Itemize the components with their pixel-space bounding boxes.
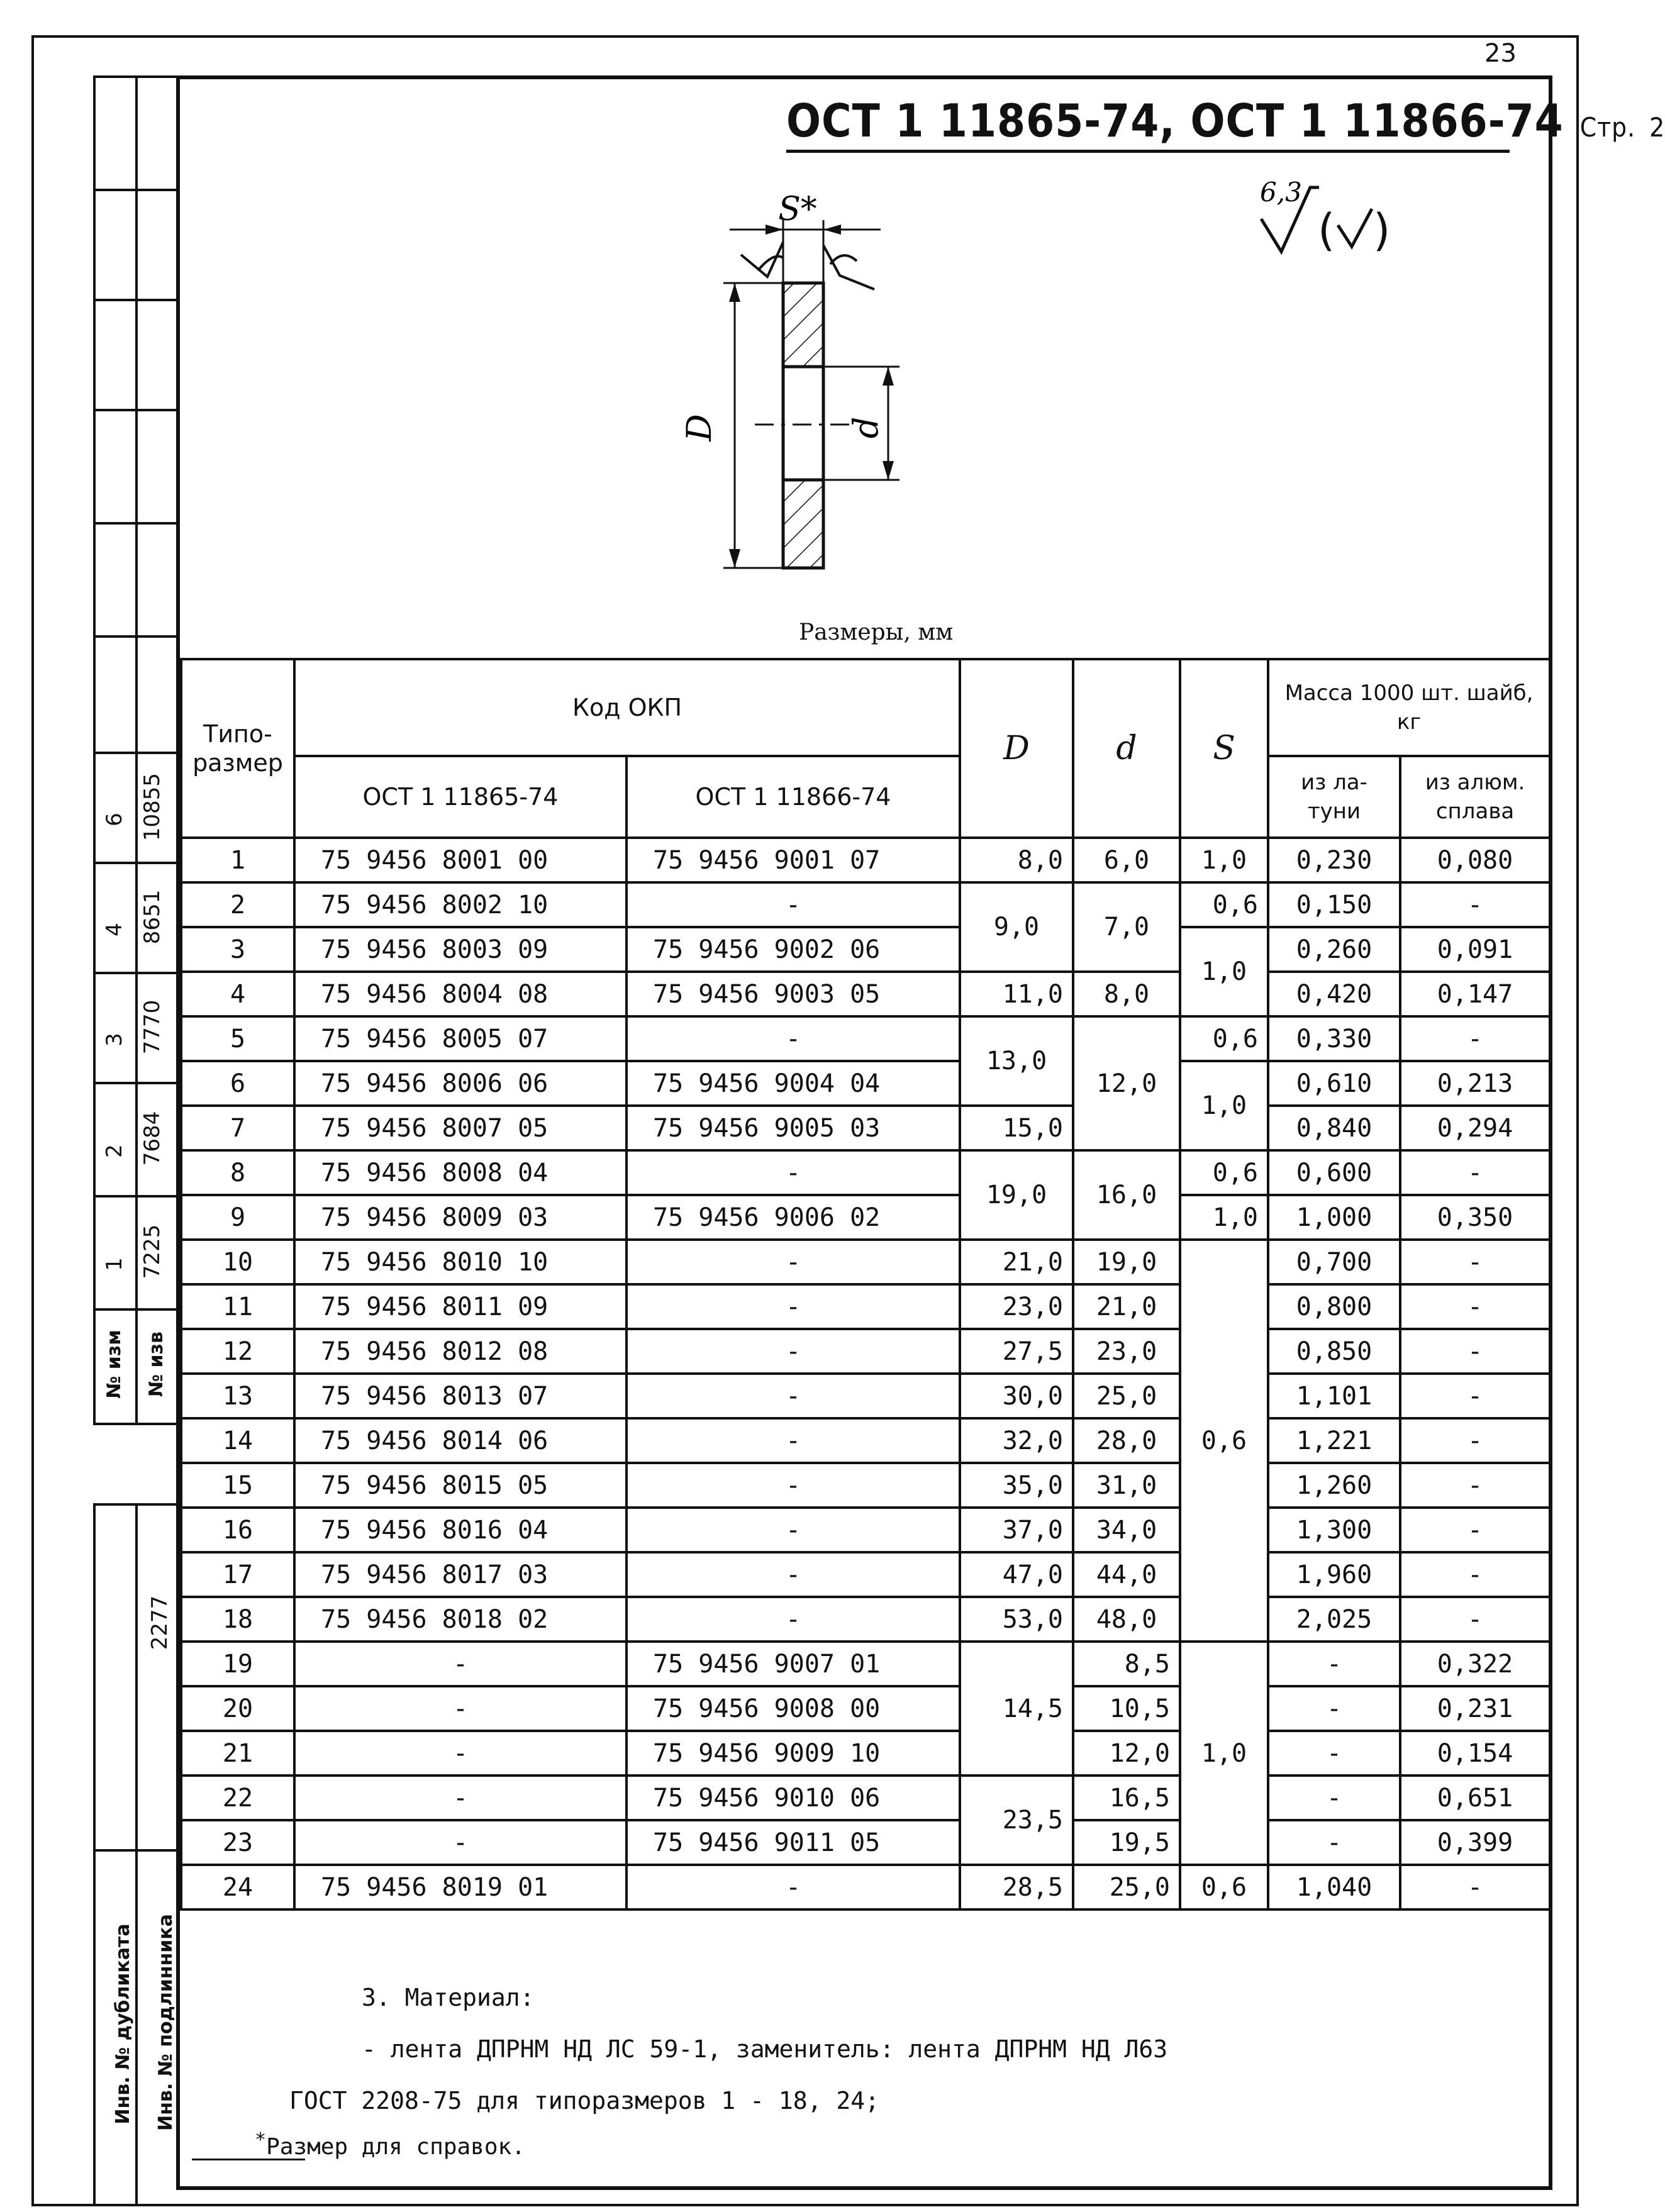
table-cell: - [1268,1820,1400,1865]
label-d: d [846,416,886,439]
note-gost: ГОСТ 2208-75 для типоразмеров 1 - 18, 24; [289,2087,879,2115]
table-cell: - [294,1820,626,1865]
table-cell: - [626,1552,960,1597]
change-doc-4: 7684 [140,1111,165,1166]
svg-text:): ) [1373,204,1391,256]
table-cell: 12,0 [1073,1016,1180,1150]
table-cell: 0,6 [1180,1150,1268,1195]
table-row [181,1597,1550,1642]
table-cell: 0,6 [1180,1865,1268,1909]
table-cell: 75 9456 9006 02 [626,1195,960,1240]
footnote-mark: * [255,2129,267,2151]
table-cell: 12 [181,1329,294,1374]
table-cell: 44,0 [1073,1552,1180,1597]
roughness-value: 6,3 [1260,177,1302,208]
table-cell: 75 9456 8018 02 [294,1597,626,1642]
table-cell: - [1400,1374,1550,1418]
table-cell: - [626,1374,960,1418]
table-cell: 75 9456 8013 07 [294,1374,626,1418]
table-cell: 75 9456 9007 01 [626,1642,960,1686]
table-cell: 8,5 [1073,1642,1180,1686]
table-cell: - [294,1686,626,1731]
table-cell: - [1400,1240,1550,1284]
document-header [786,94,1665,147]
table-cell: 1,221 [1268,1418,1400,1463]
notes [220,1972,1167,2126]
table-cell: 2,025 [1268,1597,1400,1642]
table-cell: 9 [181,1195,294,1240]
table-cell: 5 [181,1016,294,1061]
table-cell: 1,960 [1268,1552,1400,1597]
table-cell: 12,0 [1073,1731,1180,1776]
table-cell: 1,040 [1268,1865,1400,1909]
table-cell: 75 9456 8010 10 [294,1240,626,1284]
table-cell: 8,0 [960,838,1073,882]
header-S: S [1180,659,1268,838]
stamp-label-original: Инв. № подлинника [155,1914,177,2131]
table-cell: 75 9456 8017 03 [294,1552,626,1597]
footnote-text: Размер для справок. [266,2134,525,2160]
table-cell: 75 9456 8003 09 [294,927,626,972]
header-alloy: из алюм. сплава [1400,756,1550,838]
page-value: 2 [1649,112,1665,143]
table-cell: - [626,1597,960,1642]
table-cell: 16 [181,1508,294,1552]
table-cell: 0,399 [1400,1820,1550,1865]
header-underline [786,150,1510,153]
table-cell: 34,0 [1073,1508,1180,1552]
table-row [181,1820,1550,1865]
table-cell: 75 9456 9002 06 [626,927,960,972]
table-cell: - [626,1865,960,1909]
table-cell: 0,154 [1400,1731,1550,1776]
table-cell: 75 9456 9011 05 [626,1820,960,1865]
table-cell: - [626,1463,960,1508]
table-cell: 18 [181,1597,294,1642]
roughness-symbol [1249,170,1418,270]
table-cell: 75 9456 8009 03 [294,1195,626,1240]
note-heading: 3. Материал: [362,1984,535,2011]
table-row [181,972,1550,1016]
table-cell: 21,0 [1073,1284,1180,1329]
table-cell: 0,080 [1400,838,1550,882]
table-cell: 75 9456 9001 07 [626,838,960,882]
table-cell: 6 [181,1061,294,1106]
table-cell: 3 [181,927,294,972]
table-row [181,1240,1550,1284]
table-cell: 0,420 [1268,972,1400,1016]
table-cell: - [1400,882,1550,927]
table-row [181,1418,1550,1463]
table-cell: 23,5 [960,1776,1073,1865]
table-cell: 0,231 [1400,1686,1550,1731]
table-cell: - [1400,1284,1550,1329]
label-s: S* [778,191,817,228]
table-cell: 14,5 [960,1642,1073,1776]
table-cell: 28,5 [960,1865,1073,1909]
table-cell: - [626,1329,960,1374]
page-label: Стр. [1579,112,1636,143]
header-ost2: ОСТ 1 11866-74 [626,756,960,838]
table-cell: 9,0 [960,882,1073,972]
table-cell: 23,0 [1073,1329,1180,1374]
table-cell: 0,322 [1400,1642,1550,1686]
table-row [181,1865,1550,1909]
change-doc-1: 10855 [140,772,165,842]
table-row [181,1686,1550,1731]
table-cell: 30,0 [960,1374,1073,1418]
table-cell: - [626,1418,960,1463]
header-D: D [960,659,1073,838]
table-cell: 0,840 [1268,1106,1400,1150]
table-cell: 75 9456 9005 03 [626,1106,960,1150]
standard-title: ОСТ 1 11865-74, ОСТ 1 11866-74 [786,94,1564,147]
header-brass: из ла-туни [1268,756,1400,838]
table-cell: - [1400,1463,1550,1508]
note-material: - лента ДПРНМ НД ЛС 59-1, заменитель: лента ДПРНМ НД Л63 [362,2035,1168,2063]
table-cell: 75 9456 9003 05 [626,972,960,1016]
table-cell: - [294,1642,626,1686]
table-cell: 2 [181,882,294,927]
header-mass: Масса 1000 шт. шайб, кг [1268,659,1550,756]
table-cell: 0,6 [1180,882,1268,927]
table-cell: 19,0 [1073,1240,1180,1284]
table-cell: 32,0 [960,1418,1073,1463]
header-typesize: Типо-размер [181,659,294,838]
table-cell: 1,0 [1180,927,1268,1016]
label-D: D [679,414,719,442]
table-cell: - [1268,1686,1400,1731]
washer-drawing [629,170,956,597]
table-cell: 75 9456 9010 06 [626,1776,960,1820]
change-izm-5: 1 [102,1257,127,1271]
table-cell: - [1268,1642,1400,1686]
table-cell: 20 [181,1686,294,1731]
table-cell: 15 [181,1463,294,1508]
table-cell: 23 [181,1820,294,1865]
table-cell: 0,213 [1400,1061,1550,1106]
table-cell: - [626,1284,960,1329]
table-cell: 0,600 [1268,1150,1400,1195]
table-cell: 24 [181,1865,294,1909]
table-cell: 21 [181,1731,294,1776]
table-row [181,882,1550,927]
table-cell: - [626,1508,960,1552]
stamp-label-doc: № изв [145,1331,167,1397]
svg-text:(: ( [1318,204,1335,256]
table-cell: - [1268,1731,1400,1776]
table-cell: 11 [181,1284,294,1329]
table-cell: 25,0 [1073,1865,1180,1909]
stamp-label-izm: № изм [103,1330,125,1399]
stamp-label-duplicate: Инв. № дубликата [112,1923,134,2125]
table-cell: 17 [181,1552,294,1597]
table-row [181,927,1550,972]
table-cell: 19 [181,1642,294,1686]
table-cell: 75 9456 8001 00 [294,838,626,882]
table-cell: 1,101 [1268,1374,1400,1418]
table-cell: 0,800 [1268,1284,1400,1329]
table-cell: 75 9456 8011 09 [294,1284,626,1329]
washer-table [180,658,1551,1911]
table-cell: 75 9456 8014 06 [294,1418,626,1463]
table-cell: - [626,1016,960,1061]
table-cell: 1,0 [1180,1642,1268,1865]
table-cell: 75 9456 8007 05 [294,1106,626,1150]
table-cell: 0,294 [1400,1106,1550,1150]
table-row [181,1106,1550,1150]
table-cell: 75 9456 9004 04 [626,1061,960,1106]
table-cell: 0,330 [1268,1016,1400,1061]
table-cell: 25,0 [1073,1374,1180,1418]
table-cell: 1,0 [1180,838,1268,882]
table-cell: 13 [181,1374,294,1418]
table-cell: 1 [181,838,294,882]
table-cell: 0,230 [1268,838,1400,882]
sizes-caption: Размеры, мм [799,620,954,645]
table-cell: 1,000 [1268,1195,1400,1240]
table-cell: 35,0 [960,1463,1073,1508]
change-doc-3: 7770 [140,999,165,1055]
table-cell: - [1268,1776,1400,1820]
table-row [181,1731,1550,1776]
change-izm-1: 6 [102,813,127,826]
table-cell: - [294,1776,626,1820]
table-cell: 8 [181,1150,294,1195]
table-cell: - [1400,1597,1550,1642]
table-cell: 15,0 [960,1106,1073,1150]
table-row [181,1150,1550,1195]
table-cell: - [626,882,960,927]
header-ost1: ОСТ 1 11865-74 [294,756,626,838]
footnote [255,2129,525,2160]
table-cell: 47,0 [960,1552,1073,1597]
table-cell: 75 9456 8004 08 [294,972,626,1016]
table-row [181,1463,1550,1508]
table-cell: 0,700 [1268,1240,1400,1284]
table-cell: 21,0 [960,1240,1073,1284]
table-cell: - [1400,1418,1550,1463]
table-cell: 0,260 [1268,927,1400,972]
table-cell: 10 [181,1240,294,1284]
table-cell: 4 [181,972,294,1016]
table-cell: 13,0 [960,1016,1073,1106]
table-cell: 48,0 [1073,1597,1180,1642]
table-cell: 75 9456 8002 10 [294,882,626,927]
table-cell: 75 9456 9008 00 [626,1686,960,1731]
page-number: 23 [1484,39,1517,68]
table-cell: 1,260 [1268,1463,1400,1508]
table-cell: 0,6 [1180,1240,1268,1642]
table-cell: 53,0 [960,1597,1073,1642]
table-cell: 10,5 [1073,1686,1180,1731]
table-cell: 75 9456 9009 10 [626,1731,960,1776]
table-cell: - [1400,1329,1550,1374]
table-cell: 27,5 [960,1329,1073,1374]
table-cell: 75 9456 8019 01 [294,1865,626,1909]
table-cell: 1,300 [1268,1508,1400,1552]
inv-original-value: 2277 [147,1595,172,1650]
table-cell: 7 [181,1106,294,1150]
table-cell: - [1400,1508,1550,1552]
table-cell: - [1400,1150,1550,1195]
table-row [181,1642,1550,1686]
table-cell: 19,5 [1073,1820,1180,1865]
table-cell: 16,0 [1073,1150,1180,1240]
table-cell: - [1400,1552,1550,1597]
table-cell: 16,5 [1073,1776,1180,1820]
table-cell: - [1400,1016,1550,1061]
table-row [181,1374,1550,1418]
table-cell: 0,350 [1400,1195,1550,1240]
table-cell: 0,6 [1180,1016,1268,1061]
table-cell: 23,0 [960,1284,1073,1329]
table-cell: 0,651 [1400,1776,1550,1820]
table-cell: 0,850 [1268,1329,1400,1374]
table-cell: 0,091 [1400,927,1550,972]
change-doc-2: 8651 [140,889,165,945]
table-row [181,1776,1550,1820]
header-d: d [1073,659,1180,838]
change-izm-2: 4 [102,923,127,936]
table-cell: 8,0 [1073,972,1180,1016]
table-cell: 14 [181,1418,294,1463]
table-cell: - [294,1731,626,1776]
table-cell: - [626,1150,960,1195]
table-cell: 75 9456 8006 06 [294,1061,626,1106]
table-cell: 19,0 [960,1150,1073,1240]
table-cell: 7,0 [1073,882,1180,972]
table-row [181,1195,1550,1240]
table-cell: 0,610 [1268,1061,1400,1106]
table-row [181,838,1550,882]
table-cell: - [626,1240,960,1284]
change-izm-3: 3 [102,1033,127,1047]
table-cell: 31,0 [1073,1463,1180,1508]
change-izm-4: 2 [102,1144,127,1158]
table-cell: 0,150 [1268,882,1400,927]
table-row [181,1508,1550,1552]
table-cell: 75 9456 8008 04 [294,1150,626,1195]
change-doc-5: 7225 [140,1224,165,1279]
table-row [181,1061,1550,1106]
table-cell: 75 9456 8016 04 [294,1508,626,1552]
table-cell: 6,0 [1073,838,1180,882]
table-cell: 0,147 [1400,972,1550,1016]
table-row [181,1552,1550,1597]
table-row [181,1284,1550,1329]
table-row [181,1329,1550,1374]
table-cell: 75 9456 8012 08 [294,1329,626,1374]
table-cell: 37,0 [960,1508,1073,1552]
table-cell: 11,0 [960,972,1073,1016]
table-cell: 75 9456 8015 05 [294,1463,626,1508]
table-row [181,1016,1550,1061]
table-cell: 22 [181,1776,294,1820]
header-okp: Код ОКП [294,659,960,756]
table-cell: 1,0 [1180,1061,1268,1150]
table-cell: 28,0 [1073,1418,1180,1463]
table-cell: 1,0 [1180,1195,1268,1240]
table-cell: 75 9456 8005 07 [294,1016,626,1061]
table-cell: - [1400,1865,1550,1909]
